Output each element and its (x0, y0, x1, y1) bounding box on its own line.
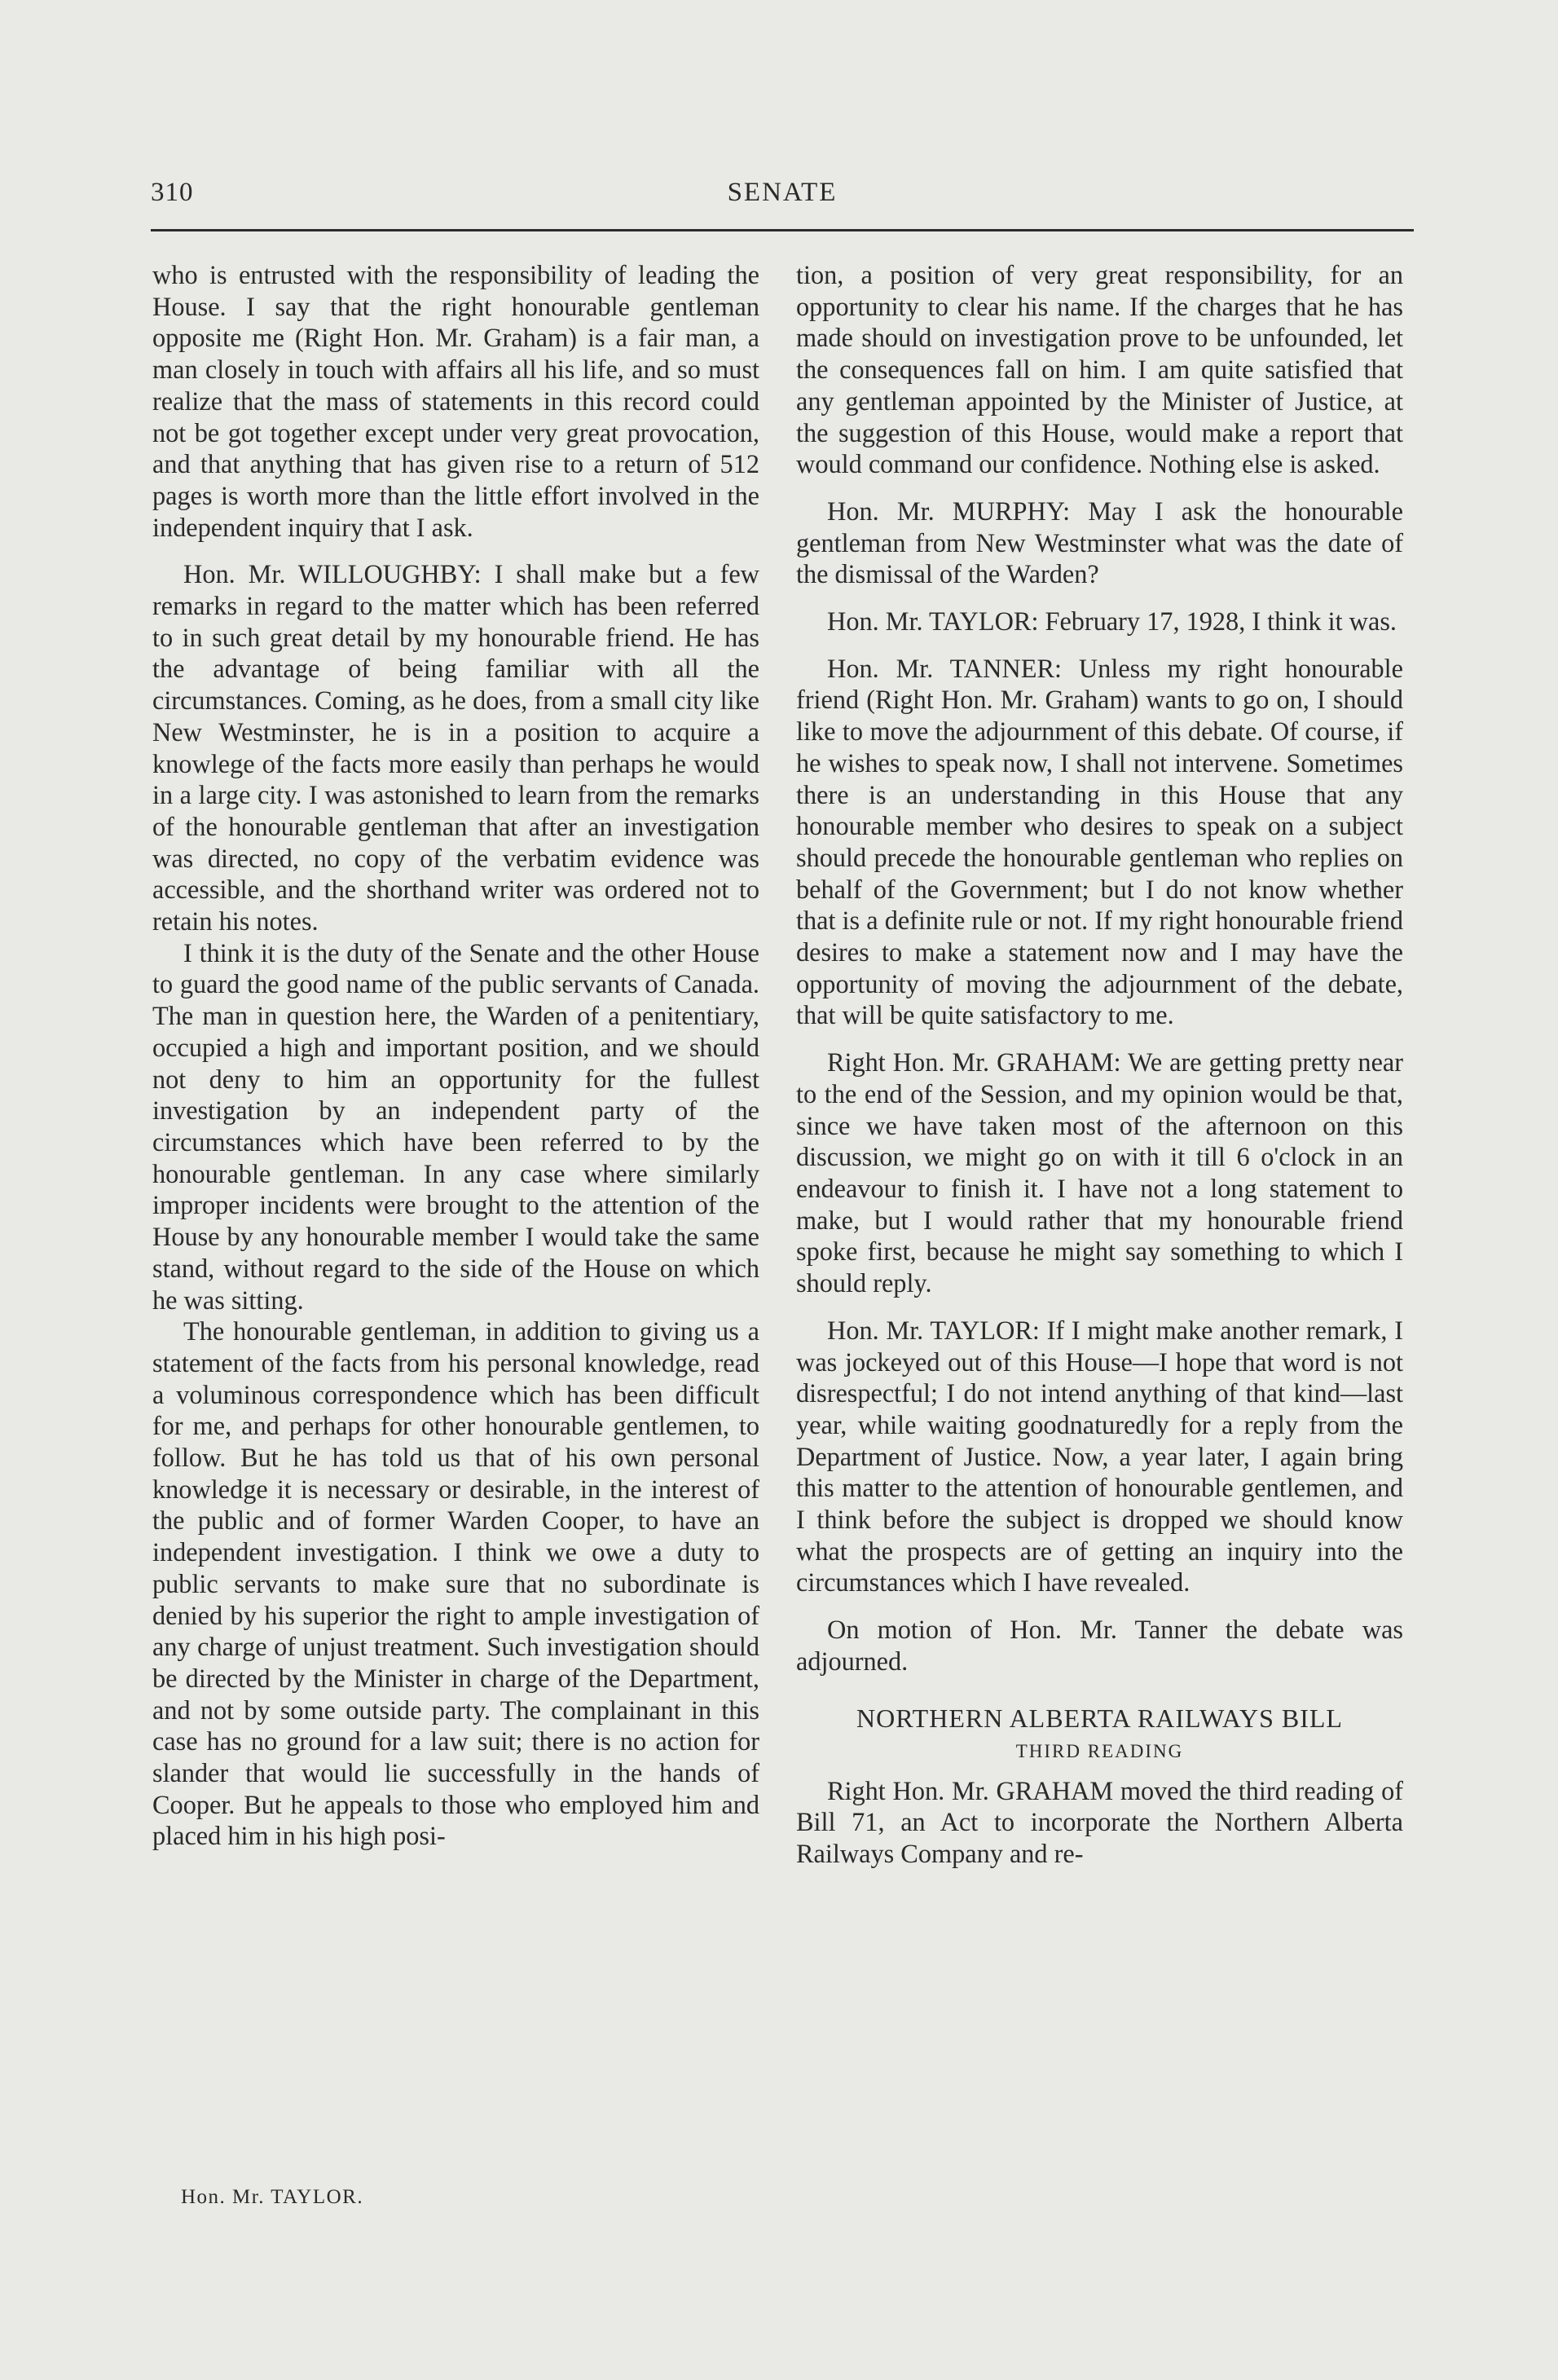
paragraph: The honourable gentleman, in addition to giving us a statement of the facts from his personal knowledge, read a voluminous correspondence which has been difficult for me, and perhaps for other honourable gentlemen, to follow. But he has told us that of his own personal knowledge it is necessary or desirable, in the interest of the public and of former Warden Cooper, to have an independent investigation. I think we owe a duty to public servants to make sure that no subordinate is denied by his superior the right to ample investigation of any charge of unjust treatment. Such investigation should be directed by the Minister in charge of the Department, and not by some outside party. The complainant in this case has no ground for a law suit; there is no action for slander that would lie successfully in the hands of Cooper. But he appeals to those who employed him and placed him in his high posi- (152, 1316, 759, 1851)
paragraph: tion, a position of very great responsibility, for an opportunity to clear his name. If the charges that he has made should on investigation prove to be unfounded, let the consequences fall on him. I am quite satisfied that any gentleman appointed by the Minister of Justice, at the suggestion of this House, would make a report that would command our confidence. Nothing else is asked. (796, 260, 1403, 479)
paragraph: who is entrusted with the responsibility of leading the House. I say that the right honourable gentleman opposite me (Right Hon. Mr. Graham) is a fair man, a man closely in touch with affairs all his life, and so must realize that the mass of statements in this record could not be got together except under very great provocation, and that anything that has given rise to a return of 512 pages is worth more than the little effort involved in the independent inquiry that I ask. (152, 260, 759, 542)
paragraph: Right Hon. Mr. GRAHAM moved the third reading of Bill 71, an Act to incorporate the Northern Alberta Railways Company and re- (796, 1775, 1403, 1868)
running-title: SENATE (727, 178, 838, 207)
right-column (796, 259, 1403, 1870)
section-subheading: THIRD READING (1015, 1740, 1184, 1761)
paragraph: Hon. Mr. WILLOUGHBY: I shall make but a few remarks in regard to the matter which has been referred to in such great detail by my honourable friend. He has the advantage of being familiar with all the circumstances. Coming, as he does, from a small city like New Westminster, he is in a position to acquire a knowlege of the facts more easily than perhaps he would in a large city. I was astonished to learn from the remarks of the honourable gentleman that after an investigation was directed, no copy of the verbatim evidence was accessible, and the shorthand writer was ordered not to retain his notes. (152, 559, 759, 937)
header-rule (151, 229, 1414, 231)
paragraph: Hon. Mr. TANNER: Unless my right honourable friend (Right Hon. Mr. Graham) wants to go on, I should like to move the adjournment of this debate. Of course, if he wishes to speak now, I shall not intervene. Sometimes there is an understanding in this House that any honourable member who desires to speak on a subject should precede the honourable gentleman who replies on behalf of the Government; but I do not know whether that is a definite rule or not. If my right honourable friend desires to make a statement now and I may have the opportunity of moving the adjournment of the debate, that will be quite satisfactory to me. (796, 653, 1403, 1030)
left-column (152, 259, 759, 1852)
paragraph: Hon. Mr. TAYLOR: February 17, 1928, I think it was. (827, 606, 1397, 637)
footer-speaker: Hon. Mr. TAYLOR. (181, 2186, 364, 2208)
paragraph: Right Hon. Mr. GRAHAM: We are getting pretty near to the end of the Session, and my opinion would be that, since we have taken most of the afternoon on this discussion, we might go on with it till 6 o'clock in an endeavour to finish it. I have not a long statement to make, but I would rather that my honourable friend spoke first, because he might say something to which I should reply. (796, 1047, 1403, 1298)
section-heading: NORTHERN ALBERTA RAILWAYS BILL (856, 1703, 1343, 1733)
page-header (151, 170, 1414, 218)
paragraph: On motion of Hon. Mr. Tanner the debate was adjourned. (796, 1615, 1403, 1676)
page-number: 310 (151, 178, 194, 207)
paragraph: I think it is the duty of the Senate and the other House to guard the good name of the public servants of Canada. The man in question here, the Warden of a penitentiary, occupied a high and important position, and we should not deny to him an opportunity for the fullest investigation by an independent party of the circumstances which have been referred to by the honourable gentleman. In any case where similarly improper incidents were brought to the attention of the House by any honourable member I would take the same stand, without regard to the side of the House on which he was sitting. (152, 937, 759, 1315)
paragraph: Hon. Mr. MURPHY: May I ask the honourable gentleman from New Westminster what was the date of the dismissal of the Warden? (796, 496, 1403, 589)
paragraph: Hon. Mr. TAYLOR: If I might make another remark, I was jockeyed out of this House—I hope that word is not disrespectful; I do not intend anything of that kind—last year, while waiting goodnaturedly for a reply from the Department of Justice. Now, a year later, I again bring this matter to the attention of honourable gentlemen, and I think before the subject is dropped we should know what the prospects are of getting an inquiry into the circumstances which I have revealed. (796, 1315, 1403, 1598)
